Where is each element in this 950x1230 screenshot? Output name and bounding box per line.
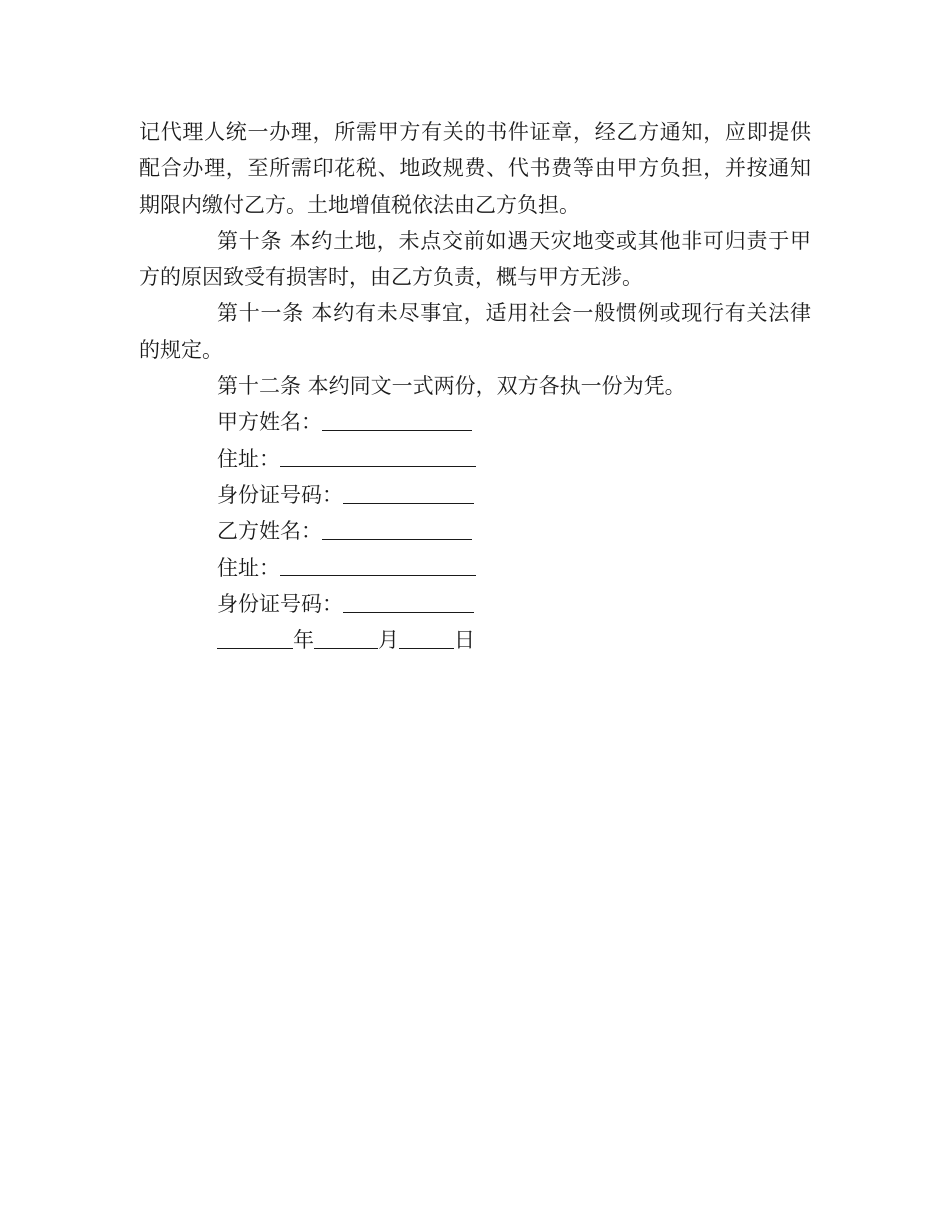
text-line: 期限内缴付乙方。土地增值税依法由乙方负担。: [139, 192, 580, 217]
party-a-name-blank: [322, 408, 472, 431]
party-b-name-label: 乙方姓名：: [217, 519, 322, 544]
party-a-id-blank: [343, 481, 474, 504]
year-label: 年: [293, 628, 314, 653]
article-12: [139, 368, 811, 404]
contract-body: [139, 114, 811, 658]
signing-date-field: [217, 622, 811, 658]
article-11: [139, 295, 811, 368]
text-line: 第十二条 本约同文一式两份，双方各执一份为凭。: [217, 374, 686, 399]
party-a-name-label: 甲方姓名：: [217, 410, 322, 435]
day-blank: [399, 626, 454, 649]
text-line: 配合办理，至所需印花税、地政规费、代书费等由甲方负担，并按通知: [139, 156, 811, 181]
party-b-address-label: 住址：: [217, 555, 280, 580]
party-b-name-field: [217, 513, 811, 549]
party-a-address-label: 住址：: [217, 446, 280, 471]
text-line: 第十一条 本约有未尽事宜，适用社会一般惯例或现行有关法律: [217, 301, 811, 326]
day-label: 日: [454, 628, 475, 653]
text-line: 记代理人统一办理，所需甲方有关的书件证章，经乙方通知，应即提供: [139, 120, 811, 144]
party-a-name-field: [217, 404, 811, 440]
party-b-address-field: [217, 550, 811, 586]
text-line: 的规定。: [139, 337, 223, 362]
text-line: 方的原因致受有损害时，由乙方负责，概与甲方无涉。: [139, 265, 643, 290]
party-b-id-label: 身份证号码：: [217, 591, 343, 616]
party-b-id-field: [217, 586, 811, 622]
party-a-id-field: [217, 477, 811, 513]
clause-continuation: [139, 114, 811, 223]
month-label: 月: [378, 628, 399, 653]
year-blank: [217, 626, 293, 649]
party-b-address-blank: [280, 553, 476, 576]
party-a-address-field: [217, 441, 811, 477]
text-line: 第十条 本约土地，未点交前如遇天灾地变或其他非可归责于甲: [217, 228, 811, 253]
party-b-id-blank: [343, 590, 474, 613]
party-a-id-label: 身份证号码：: [217, 482, 343, 507]
party-b-name-blank: [322, 517, 472, 540]
party-a-address-blank: [280, 444, 476, 467]
article-10: [139, 223, 811, 296]
month-blank: [314, 626, 378, 649]
